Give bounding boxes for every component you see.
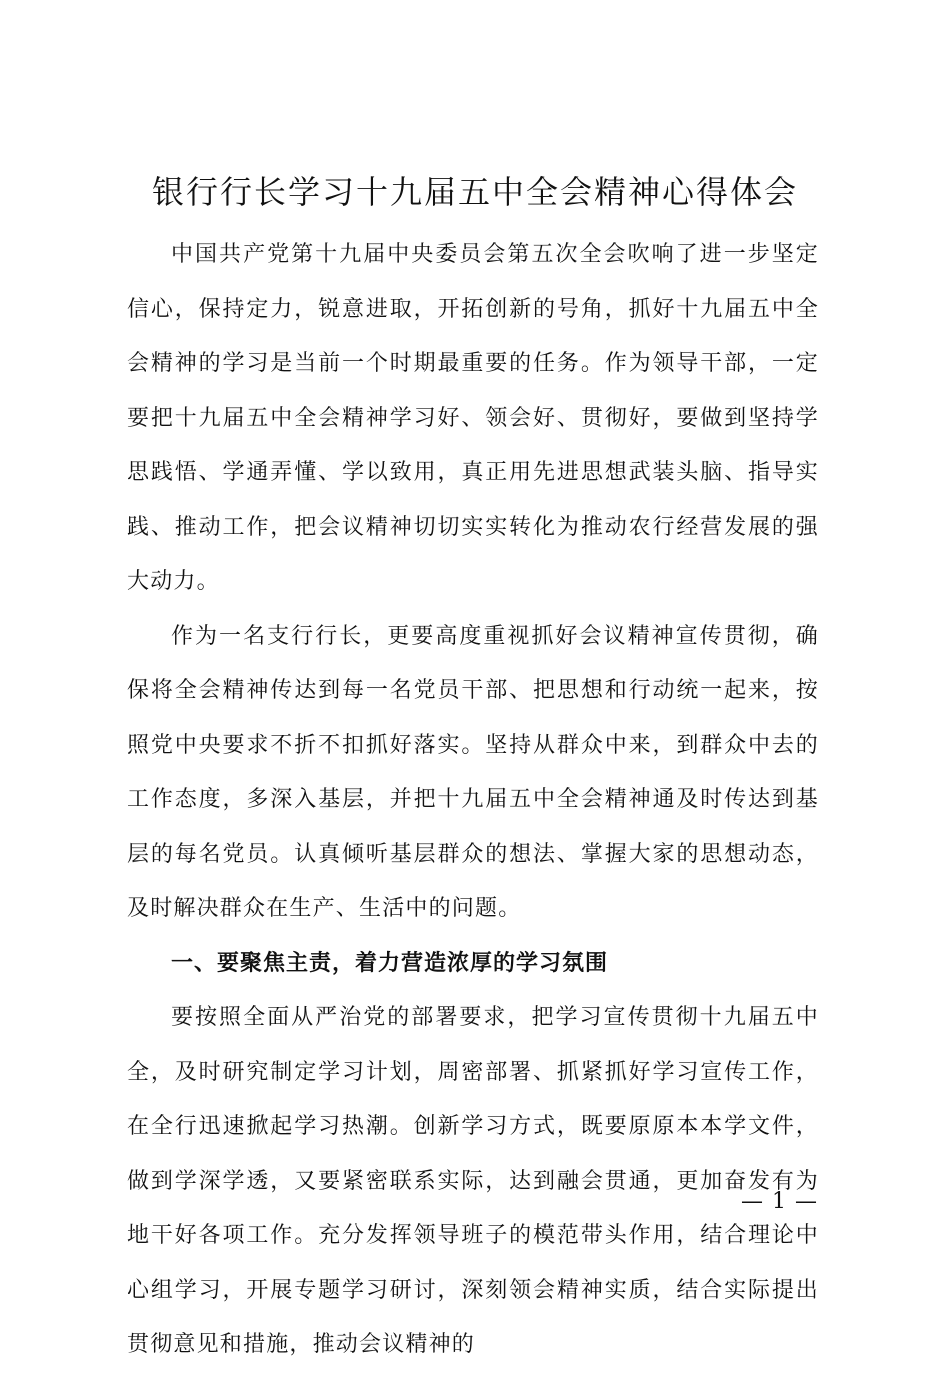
paragraph-2: 作为一名支行行长，更要高度重视抓好会议精神宣传贯彻，确保将全会精神传达到每一名党员干部、把思想和行动统一起来，按照党中央要求不折不扣抓好落实。坚持从群众中来，到群众中去的工作态度，多深入基层，并把十九届五中全会精神通及时传达到基层的每名党员。认真倾听基层群众的想法、掌握大家的思想动态，及时解决群众在生产、生活中的问题。 [127, 623, 819, 921]
paragraph-3: 要按照全面从严治党的部署要求，把学习宣传贯彻十九届五中全，及时研究制定学习计划，周密部署、抓紧抓好学习宣传工作，在全行迅速掀起学习热潮。创新学习方式，既要原原本本学文件，做到学深学透，又要紧密联系实际，达到融会贯通，更加奋发有为地干好各项工作。充分发挥领导班子的模范带头作用，结合理论中心组学习，开展专题学习研讨，深刻领会精神实质，结合实际提出贯彻意见和措施，推动会议精神的 [127, 1005, 819, 1357]
document-body [127, 228, 819, 1373]
section-heading: 一、要聚焦主责，着力营造浓厚的学习氛围 [171, 950, 609, 976]
document-title: 银行行长学习十九届五中全会精神心得体会 [151, 173, 798, 211]
page-number: — 1 — [741, 1189, 818, 1214]
paragraph-1: 中国共产党第十九届中央委员会第五次全会吹响了进一步坚定信心，保持定力，锐意进取，开拓创新的号角，抓好十九届五中全会精神的学习是当前一个时期最重要的任务。作为领导干部，一定要把十九届五中全会精神学习好、领会好、贯彻好，要做到坚持学思践悟、学通弄懂、学以致用，真正用先进思想武装头脑、指导实践、推动工作，把会议精神切切实实转化为推动农行经营发展的强大动力。 [127, 242, 819, 594]
